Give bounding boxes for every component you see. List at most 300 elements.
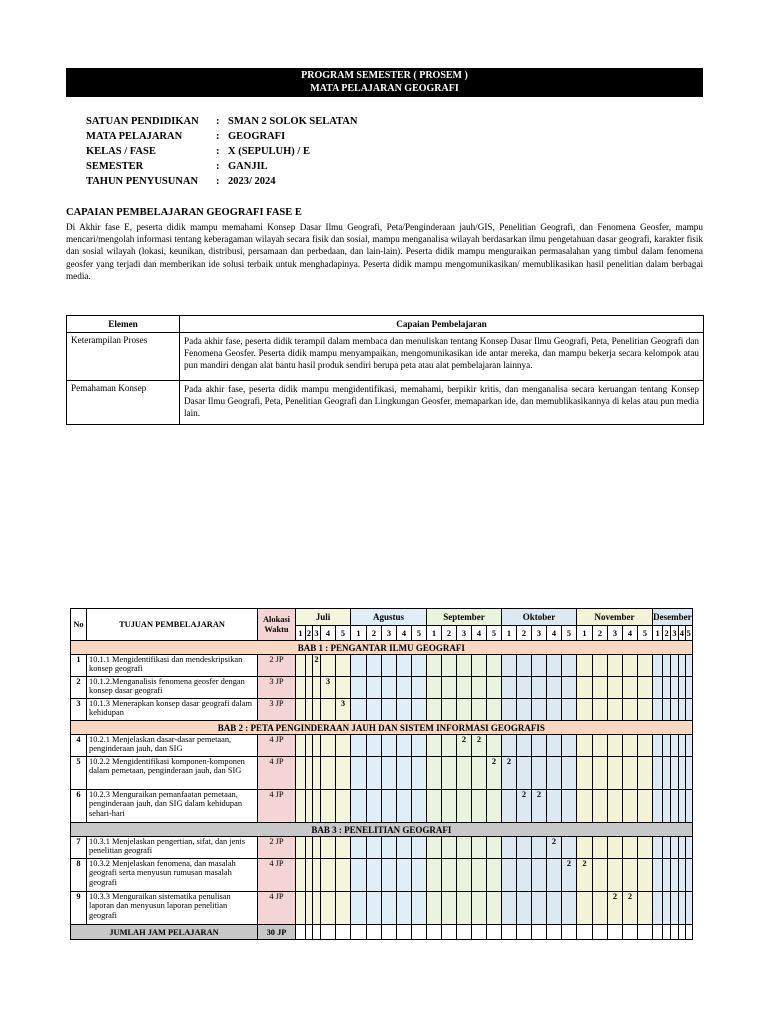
week-header: 4	[678, 626, 685, 641]
week-cell	[623, 655, 638, 677]
week-cell	[382, 757, 397, 790]
identity-colon: :	[216, 176, 220, 187]
week-cell	[442, 655, 457, 677]
week-cell	[487, 699, 502, 721]
week-cell	[472, 790, 487, 823]
week-cell	[367, 735, 382, 757]
week-cell-filled: 2	[313, 655, 321, 677]
month-header-desember: Desember	[653, 609, 693, 626]
week-header: 2	[663, 626, 671, 641]
identity-colon: :	[216, 131, 220, 142]
week-cell	[663, 655, 671, 677]
chapter-title: BAB 1 : PENGANTAR ILMU GEOGRAFI	[71, 641, 693, 655]
week-cell	[412, 892, 427, 925]
week-header: 4	[623, 626, 638, 641]
week-cell	[296, 677, 306, 699]
total-week-cell	[638, 925, 653, 940]
total-week-cell	[562, 925, 577, 940]
week-cell	[623, 859, 638, 892]
week-cell	[442, 699, 457, 721]
schedule-row	[71, 892, 693, 925]
week-cell	[487, 859, 502, 892]
week-cell	[427, 677, 442, 699]
week-cell	[367, 677, 382, 699]
total-week-cell	[671, 925, 679, 940]
week-cell	[608, 699, 623, 721]
week-cell	[532, 757, 547, 790]
week-cell-filled: 2	[562, 859, 577, 892]
week-header: 5	[638, 626, 653, 641]
week-cell-filled: 2	[472, 735, 487, 757]
week-cell	[671, 735, 679, 757]
week-cell	[412, 655, 427, 677]
week-cell	[306, 757, 313, 790]
identity-value: GANJIL	[228, 161, 268, 172]
week-cell	[678, 859, 685, 892]
capaian-text: Di Akhir fase E, peserta didik mampu memahami Konsep Dasar Ilmu Geografi, Peta/Penginderaan jauh/GIS, Penelitian Geografi, dan Fenomena Geosfer, mampu mencari/mengolah informasi tentang keberagaman wilayah secara fisik dan sosial, mampu menganalisa wilayah berdasarkan ilmu pengetahuan dasar geografi, karakter fisik dan sosial wilayah (lokasi, keunikan, distribusi, persamaan dan perbedaan, dan lain-lain). Peserta didik mampu menguraikan permasalahan yang timbul dalam fenomena geosfer yang terjadi dan memberikan ide solusi terbaik untuk menghadapinya. Peserta didik mampu mengomunikasikan/ memublikasikan hasil penelitian dalam berbagai media.	[66, 222, 703, 281]
schedule-row	[71, 790, 693, 823]
week-cell	[397, 859, 412, 892]
chapter-title: BAB 3 : PENELITIAN GEOGRAFI	[71, 823, 693, 837]
week-header: 3	[457, 626, 472, 641]
week-cell	[313, 757, 321, 790]
week-cell	[336, 790, 351, 823]
week-cell	[593, 790, 608, 823]
week-cell	[367, 790, 382, 823]
week-cell	[663, 735, 671, 757]
week-cell-filled: 2	[502, 757, 517, 790]
elemen-header: Elemen	[67, 316, 180, 333]
week-cell	[321, 837, 336, 859]
week-cell	[638, 790, 653, 823]
week-cell	[517, 699, 532, 721]
week-cell	[532, 735, 547, 757]
tujuan-pembelajaran: 10.1.3 Menerapkan konsep dasar geografi dalam kehidupan	[87, 699, 258, 721]
week-header: 1	[296, 626, 306, 641]
identity-value: SMAN 2 SOLOK SELATAN	[228, 116, 358, 127]
week-cell	[678, 699, 685, 721]
week-cell	[593, 757, 608, 790]
week-cell	[367, 757, 382, 790]
identity-key: SEMESTER	[86, 161, 144, 172]
elemen-capaian: Pada akhir fase, peserta didik terampil dalam membaca dan menuliskan tentang Konsep Dasar Ilmu Geografi, Peta, Penelitian Geografi dan Fenomena Geosfer. Peserta didik mampu menyampaikan, mengomunikasikan ide antar mereka, dan mampu bekerja secara kelompok atau pun mandiri dengan alat bantu hasil produk sendiri berupa peta atau alat pembelajaran lainnya.	[180, 333, 704, 381]
week-cell	[442, 790, 457, 823]
week-cell	[306, 735, 313, 757]
week-cell	[593, 735, 608, 757]
schedule-row	[71, 757, 693, 790]
week-header: 5	[336, 626, 351, 641]
elemen-capaian: Pada akhir fase, peserta didik mampu mengidentifikasi, memahami, berpikir kritis, dan menganalisa secara keruangan tentang Konsep Dasar Ilmu Geografi, Peta, Penelitian Geografi dan Lingkungan Geosfer, memaparkan ide, dan memublikasikannya di kelas atau pun media lain.	[180, 381, 704, 425]
week-cell	[397, 892, 412, 925]
row-number: 6	[71, 790, 87, 823]
week-cell	[577, 677, 593, 699]
week-cell	[487, 735, 502, 757]
week-cell	[532, 655, 547, 677]
week-cell	[532, 699, 547, 721]
week-header: 1	[427, 626, 442, 641]
week-cell	[472, 859, 487, 892]
week-cell	[593, 699, 608, 721]
week-cell	[685, 699, 692, 721]
tujuan-pembelajaran: 10.1.1 Mengidentifikasi dan mendeskripsikan konsep geografi	[87, 655, 258, 677]
week-cell	[336, 757, 351, 790]
schedule-row	[71, 699, 693, 721]
week-cell	[685, 837, 692, 859]
week-cell-filled: 2	[608, 892, 623, 925]
week-cell	[663, 677, 671, 699]
week-cell	[336, 655, 351, 677]
chapter-title: BAB 2 : PETA PENGINDERAAN JAUH DAN SISTEM INFORMASI GEOGRAFIS	[71, 721, 693, 735]
elemen-name: Keterampilan Proses	[67, 333, 180, 381]
identity-colon: :	[216, 116, 220, 127]
alokasi-waktu: 2 JP	[258, 655, 296, 677]
week-header: 4	[321, 626, 336, 641]
week-cell	[306, 859, 313, 892]
week-cell-filled: 2	[517, 790, 532, 823]
alokasi-waktu: 4 JP	[258, 892, 296, 925]
week-cell	[608, 790, 623, 823]
week-cell	[397, 677, 412, 699]
week-cell	[321, 655, 336, 677]
title-line-1: PROGRAM SEMESTER ( PROSEM )	[301, 70, 468, 81]
week-cell	[457, 892, 472, 925]
week-cell	[296, 837, 306, 859]
row-number: 1	[71, 655, 87, 677]
week-cell	[382, 892, 397, 925]
week-header: 3	[313, 626, 321, 641]
week-cell	[457, 859, 472, 892]
week-cell	[487, 892, 502, 925]
elemen-name: Pemahaman Konsep	[67, 381, 180, 425]
week-cell	[296, 757, 306, 790]
col-alokasi-header: Alokasi Waktu	[258, 609, 296, 641]
total-week-cell	[382, 925, 397, 940]
week-cell	[313, 677, 321, 699]
alokasi-waktu: 3 JP	[258, 699, 296, 721]
week-cell	[336, 735, 351, 757]
row-number: 8	[71, 859, 87, 892]
week-cell	[502, 892, 517, 925]
document-title-bar	[66, 68, 703, 97]
week-cell	[442, 892, 457, 925]
week-cell	[306, 655, 313, 677]
week-header: 2	[593, 626, 608, 641]
week-cell	[623, 677, 638, 699]
week-cell	[412, 859, 427, 892]
week-cell	[442, 859, 457, 892]
week-cell	[306, 677, 313, 699]
week-cell	[427, 757, 442, 790]
week-cell	[678, 837, 685, 859]
week-cell	[517, 757, 532, 790]
week-cell	[678, 677, 685, 699]
tujuan-pembelajaran: 10.2.2 Mengidentifikasi komponen-komponen dalam pemetaan, penginderaan jauh, dan SIG	[87, 757, 258, 790]
week-header: 4	[472, 626, 487, 641]
week-cell	[351, 655, 367, 677]
week-cell-filled: 2	[577, 859, 593, 892]
week-cell	[313, 859, 321, 892]
total-row	[71, 925, 693, 940]
total-week-cell	[351, 925, 367, 940]
week-header: 4	[547, 626, 562, 641]
total-week-cell	[502, 925, 517, 940]
week-cell	[671, 892, 679, 925]
capaian-title: CAPAIAN PEMBELAJARAN GEOGRAFI FASE E	[66, 207, 302, 218]
total-week-cell	[663, 925, 671, 940]
week-cell	[427, 655, 442, 677]
week-cell	[412, 790, 427, 823]
week-cell	[608, 837, 623, 859]
tujuan-pembelajaran: 10.2.1 Menjelaskan dasar-dasar pemetaan, penginderaan jauh, dan SIG	[87, 735, 258, 757]
week-cell	[321, 859, 336, 892]
week-header: 2	[517, 626, 532, 641]
total-week-cell	[608, 925, 623, 940]
chapter-row	[71, 641, 693, 655]
week-cell	[502, 655, 517, 677]
total-week-cell	[321, 925, 336, 940]
week-cell	[397, 790, 412, 823]
week-cell	[671, 837, 679, 859]
week-cell	[412, 699, 427, 721]
week-cell	[671, 699, 679, 721]
week-cell	[638, 735, 653, 757]
week-cell	[577, 735, 593, 757]
week-cell	[412, 735, 427, 757]
week-cell	[608, 859, 623, 892]
week-cell	[382, 677, 397, 699]
row-number: 2	[71, 677, 87, 699]
week-cell	[336, 892, 351, 925]
total-week-cell	[653, 925, 663, 940]
week-cell	[321, 699, 336, 721]
week-cell	[653, 892, 663, 925]
week-cell	[547, 699, 562, 721]
week-cell	[638, 655, 653, 677]
week-cell	[502, 859, 517, 892]
week-header: 4	[397, 626, 412, 641]
week-cell	[457, 790, 472, 823]
week-cell	[532, 837, 547, 859]
week-cell-filled: 2	[547, 837, 562, 859]
week-header: 3	[532, 626, 547, 641]
week-cell	[442, 757, 457, 790]
total-week-cell	[296, 925, 306, 940]
identity-row	[86, 174, 357, 189]
week-cell	[653, 655, 663, 677]
week-cell	[502, 677, 517, 699]
alokasi-waktu: 4 JP	[258, 859, 296, 892]
week-cell-filled: 2	[457, 735, 472, 757]
week-cell	[351, 757, 367, 790]
week-cell	[367, 837, 382, 859]
week-cell	[412, 677, 427, 699]
tujuan-pembelajaran: 10.3.2 Menjelaskan fenomena, dan masalah geografi serta menyusun rumusan masalah geografi	[87, 859, 258, 892]
month-header-juli: Juli	[296, 609, 351, 626]
week-cell-filled: 2	[487, 757, 502, 790]
week-cell	[296, 790, 306, 823]
week-cell	[351, 837, 367, 859]
identity-row	[86, 144, 357, 159]
total-week-cell	[577, 925, 593, 940]
week-header: 3	[608, 626, 623, 641]
week-cell	[397, 757, 412, 790]
week-cell	[487, 655, 502, 677]
week-cell	[502, 699, 517, 721]
week-cell	[502, 790, 517, 823]
tujuan-pembelajaran: 10.1.2.Menganalisis fenomena geosfer dengan konsep dasar geografi	[87, 677, 258, 699]
week-header: 2	[306, 626, 313, 641]
week-cell	[623, 790, 638, 823]
week-cell	[457, 699, 472, 721]
week-cell	[321, 757, 336, 790]
week-cell	[517, 892, 532, 925]
schedule-row	[71, 655, 693, 677]
week-cell	[457, 677, 472, 699]
week-cell	[397, 655, 412, 677]
alokasi-waktu: 4 JP	[258, 735, 296, 757]
identity-key: TAHUN PENYUSUNAN	[86, 176, 199, 187]
identity-value: GEOGRAFI	[228, 131, 286, 142]
total-week-cell	[623, 925, 638, 940]
week-cell	[577, 699, 593, 721]
week-cell	[608, 655, 623, 677]
week-cell	[313, 892, 321, 925]
week-cell	[382, 699, 397, 721]
week-header: 5	[562, 626, 577, 641]
week-cell	[457, 757, 472, 790]
identity-block	[86, 114, 357, 189]
chapter-row	[71, 823, 693, 837]
week-cell	[367, 859, 382, 892]
week-cell	[382, 859, 397, 892]
week-cell	[351, 735, 367, 757]
week-cell	[517, 677, 532, 699]
week-cell	[547, 790, 562, 823]
week-cell	[671, 859, 679, 892]
row-number: 7	[71, 837, 87, 859]
week-cell	[517, 655, 532, 677]
week-cell	[547, 757, 562, 790]
identity-value: 2023/ 2024	[228, 176, 276, 187]
week-cell	[351, 859, 367, 892]
week-cell	[685, 655, 692, 677]
week-cell	[562, 699, 577, 721]
week-cell	[638, 757, 653, 790]
week-header: 3	[671, 626, 679, 641]
week-cell	[517, 859, 532, 892]
total-week-cell	[457, 925, 472, 940]
week-cell	[623, 699, 638, 721]
week-cell	[678, 655, 685, 677]
week-cell	[382, 837, 397, 859]
week-cell	[547, 655, 562, 677]
identity-row	[86, 159, 357, 174]
week-cell	[663, 699, 671, 721]
total-week-cell	[517, 925, 532, 940]
total-week-cell	[336, 925, 351, 940]
week-header: 1	[351, 626, 367, 641]
total-week-cell	[532, 925, 547, 940]
col-tujuan-header: TUJUAN PEMBELAJARAN	[87, 609, 258, 641]
week-cell	[382, 655, 397, 677]
week-cell	[678, 892, 685, 925]
week-cell	[653, 837, 663, 859]
total-week-cell	[442, 925, 457, 940]
title-line-2: MATA PELAJARAN GEOGRAFI	[310, 83, 459, 94]
week-header: 1	[653, 626, 663, 641]
week-cell	[502, 735, 517, 757]
week-cell	[517, 735, 532, 757]
total-week-cell	[313, 925, 321, 940]
prosem-schedule-table	[70, 608, 693, 940]
week-cell	[336, 859, 351, 892]
week-cell	[623, 757, 638, 790]
week-cell	[351, 677, 367, 699]
week-cell	[472, 837, 487, 859]
row-number: 4	[71, 735, 87, 757]
week-header: 1	[577, 626, 593, 641]
week-cell	[442, 735, 457, 757]
week-cell	[653, 757, 663, 790]
week-cell	[427, 735, 442, 757]
week-cell	[306, 837, 313, 859]
week-cell	[313, 699, 321, 721]
week-cell	[427, 859, 442, 892]
week-cell	[351, 790, 367, 823]
week-cell	[593, 837, 608, 859]
week-cell	[547, 892, 562, 925]
week-cell	[306, 892, 313, 925]
week-cell	[382, 735, 397, 757]
week-cell	[671, 790, 679, 823]
identity-row	[86, 129, 357, 144]
week-cell	[472, 757, 487, 790]
week-cell	[577, 757, 593, 790]
week-cell	[296, 735, 306, 757]
week-cell	[608, 757, 623, 790]
week-cell	[351, 892, 367, 925]
week-cell	[685, 735, 692, 757]
capaian-header: Capaian Pembelajaran	[180, 316, 704, 333]
week-header: 1	[502, 626, 517, 641]
schedule-row	[71, 859, 693, 892]
week-cell	[685, 677, 692, 699]
total-week-cell	[412, 925, 427, 940]
week-cell	[577, 790, 593, 823]
week-cell	[663, 859, 671, 892]
week-cell-filled: 3	[336, 699, 351, 721]
week-cell	[577, 837, 593, 859]
week-cell	[313, 837, 321, 859]
week-cell	[321, 790, 336, 823]
identity-key: SATUAN PENDIDIKAN	[86, 116, 199, 127]
elemen-table	[66, 315, 704, 425]
alokasi-waktu: 2 JP	[258, 837, 296, 859]
identity-key: KELAS / FASE	[86, 146, 156, 157]
week-header: 2	[442, 626, 457, 641]
week-cell	[296, 859, 306, 892]
week-cell	[685, 859, 692, 892]
week-cell	[472, 655, 487, 677]
week-cell	[487, 677, 502, 699]
week-cell	[336, 677, 351, 699]
week-cell	[638, 859, 653, 892]
week-cell	[296, 699, 306, 721]
week-cell	[313, 735, 321, 757]
identity-key: MATA PELAJARAN	[86, 131, 183, 142]
week-cell	[685, 790, 692, 823]
week-cell	[367, 699, 382, 721]
